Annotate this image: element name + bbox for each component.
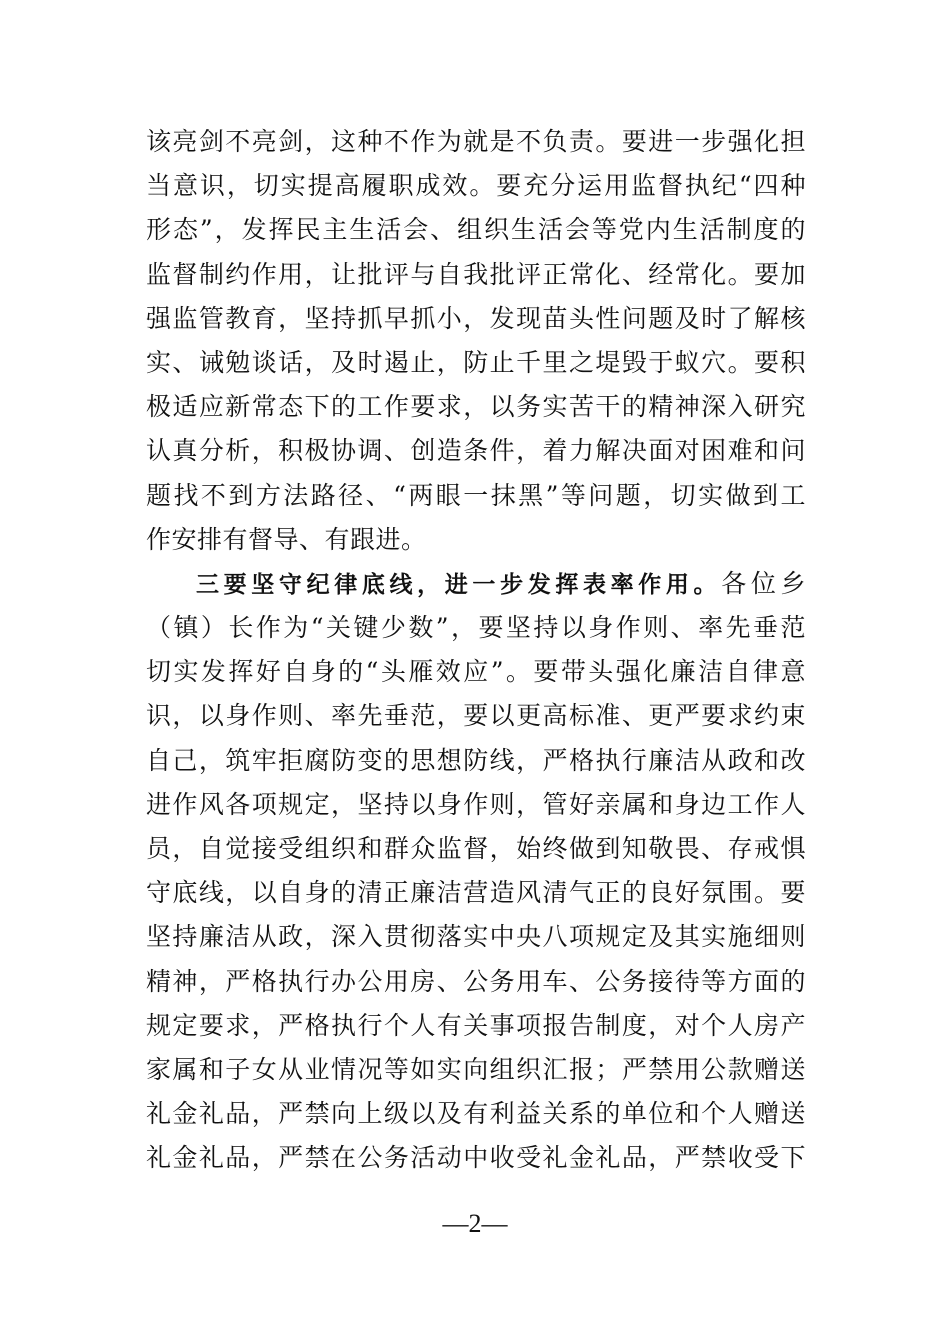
section-heading: 三要坚守纪律底线，进一步发挥表率作用。 xyxy=(196,571,722,598)
text-line: 监督制约作用，让批评与自我批评正常化、经常化。要加 xyxy=(146,259,806,289)
text-line: 当意识，切实提高履职成效。要充分运用监督执纪“四种 xyxy=(146,171,806,201)
paragraph-heading-line xyxy=(146,562,806,606)
text-line: 该亮剑不亮剑，这种不作为就是不负责。要进一步强化担 xyxy=(146,127,806,156)
text-line: 坚持廉洁从政，深入贯彻落实中央八项规定及其实施细则 xyxy=(146,922,806,952)
text-line: 题找不到方法路径、“两眼一抹黑”等问题，切实做到工 xyxy=(146,480,806,510)
paragraph-1 xyxy=(146,120,806,562)
text-line: 强监管教育，坚持抓早抓小，发现苗头性问题及时了解核 xyxy=(146,303,806,333)
document-body xyxy=(146,120,806,1181)
text-line: 规定要求，严格执行个人有关事项报告制度，对个人房产 xyxy=(146,1010,806,1040)
paragraph-2 xyxy=(146,562,806,1181)
text-line: （镇）长作为“关键少数”，要坚持以身作则、率先垂范 xyxy=(146,613,806,643)
text-line: 守底线，以自身的清正廉洁营造风清气正的良好氛围。要 xyxy=(146,878,806,908)
text-line: 识，以身作则、率先垂范，要以更高标准、更严要求约束 xyxy=(146,701,806,731)
text-span: 各位乡 xyxy=(721,568,806,598)
text-line: 精神，严格执行办公用房、公务用车、公务接待等方面的 xyxy=(146,966,806,996)
text-line: 进作风各项规定，坚持以身作则，管好亲属和身边工作人 xyxy=(146,789,806,819)
text-line: 自己，筑牢拒腐防变的思想防线，严格执行廉洁从政和改 xyxy=(146,745,806,775)
text-line: 员，自觉接受组织和群众监督，始终做到知敬畏、存戒惧 xyxy=(146,834,806,863)
text-line: 实、诫勉谈话，及时遏止，防止千里之堤毁于蚁穴。要积 xyxy=(146,347,806,377)
text-line: 作安排有督导、有跟进。 xyxy=(146,524,427,554)
text-line: 礼金礼品，严禁在公务活动中收受礼金礼品，严禁收受下 xyxy=(146,1143,806,1173)
text-line: 礼金礼品，严禁向上级以及有利益关系的单位和个人赠送 xyxy=(146,1099,806,1129)
text-line: 家属和子女从业情况等如实向组织汇报；严禁用公款赠送 xyxy=(146,1054,806,1084)
text-line: 极适应新常态下的工作要求，以务实苦干的精神深入研究 xyxy=(146,392,806,422)
text-line: 切实发挥好自身的“头雁效应”。要带头强化廉洁自律意 xyxy=(146,657,806,687)
page-number: —2— xyxy=(442,1209,508,1238)
text-line: 形态”，发挥民主生活会、组织生活会等党内生活制度的 xyxy=(146,215,806,245)
text-line: 认真分析，积极协调、创造条件，着力解决面对困难和问 xyxy=(146,436,806,466)
